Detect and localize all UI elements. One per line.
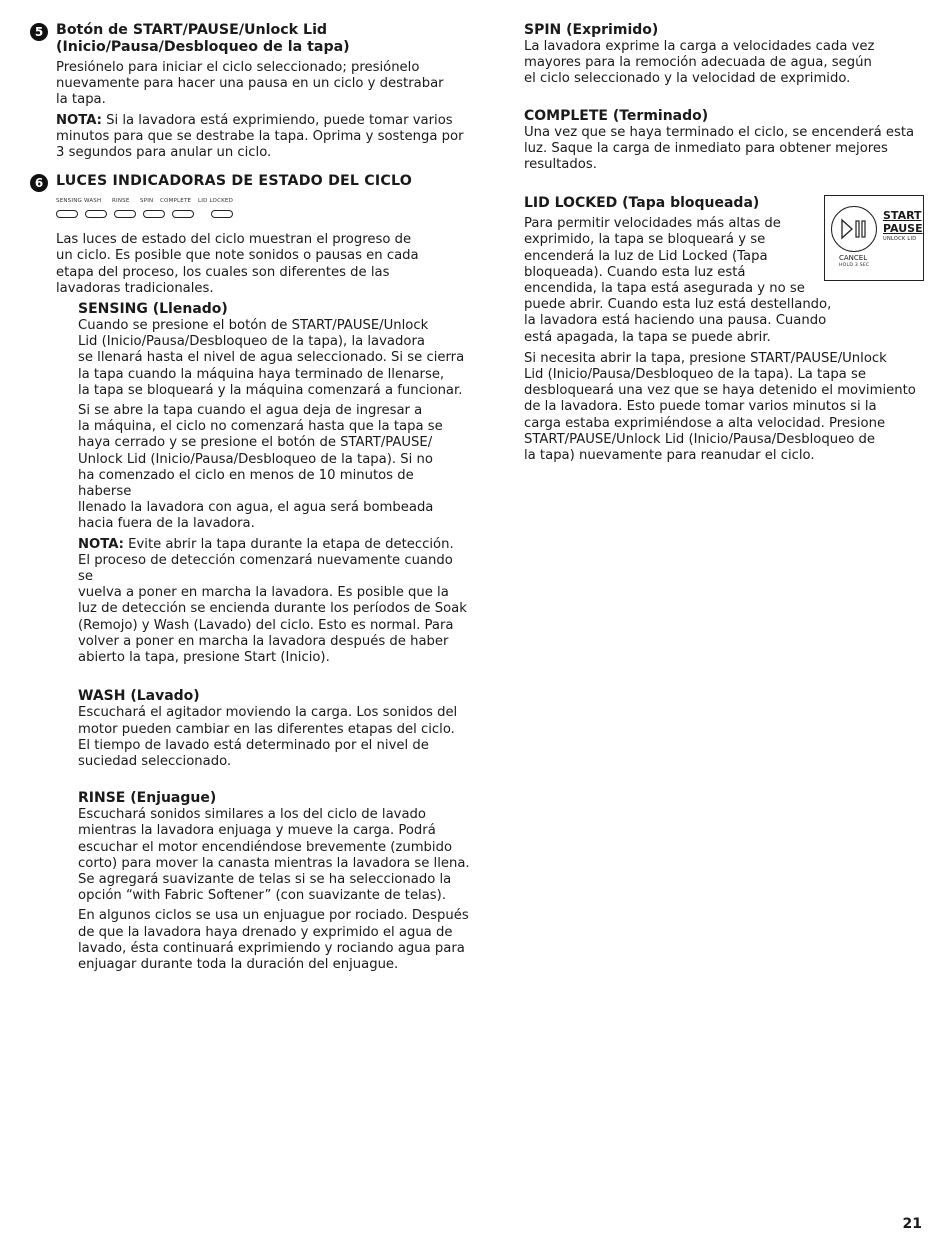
complete-para: Una vez que se haya terminado el ciclo, se encenderá esta luz. Saque la carga de inmediato para obtener mejores resultados.: [524, 124, 915, 173]
spin-title: SPIN (Exprimido): [524, 22, 659, 38]
right-column: [524, 22, 924, 464]
panel-cancel-label: CANCEL: [839, 254, 868, 263]
lid-locked-section: [524, 195, 924, 464]
section-5-nota: NOTA: Si la lavadora está exprimiendo, puede tomar varios minutos para que se destrabe la tapa. Oprima y sostenga por 3 segundos para anular un ciclo.: [56, 112, 464, 161]
cycle-status-lights: [56, 198, 470, 218]
sensing-title: SENSING (Llenado): [78, 301, 228, 318]
lid-locked-para-2: Si necesita abrir la tapa, presione START/PAUSE/Unlock Lid (Inicio/Pausa/Desbloqueo de la tapa). La tapa se desbloqueará una vez que se haya detenido el movimiento de la lavadora. Esto puede tomar varios minutos si la carga estaba exprimiéndose a alta velocidad. Presione START/PAUSE/Unlock Lid (Inicio/Pausa/Desbloqueo de la tapa) nuevamente para reanudar el ciclo.: [524, 350, 916, 464]
sensing-para-1: Cuando se presione el botón de START/PAUSE/Unlock Lid (Inicio/Pausa/Desbloqueo de la tapa), la lavadora se llenará hasta el nivel de agua seleccionado. Si se cierra la tapa cuando la máquina haya terminado de llenarse, la tapa se bloqueará y la máquina comenzará a funcionar.: [78, 318, 465, 398]
status-label-rinse: RINSE: [112, 198, 130, 205]
section-5-header: [30, 22, 470, 56]
section-5-body: [56, 60, 470, 161]
wash-title: WASH (Lavado): [78, 688, 200, 705]
lid-locked-title: LID LOCKED (Tapa bloqueada): [524, 195, 760, 212]
status-label-wash: WASH: [84, 198, 102, 205]
status-label-spin: SPIN: [140, 198, 154, 205]
wash-para: Escuchará el agitador moviendo la carga. Los sonidos del motor pueden cambiar en las diferentes etapas del ciclo. El tiempo de lavado está determinado por el nivel de suciedad seleccionado.: [78, 705, 458, 769]
lid-locked-para-1: Para permitir velocidades más altas de exprimido, la tapa se bloqueará y se encenderá la luz de Lid Locked (Tapa bloqueada). Cuando esta luz está encendida, la tapa está asegurada y no se puede abrir. Cuando esta luz está destellando, la lavadora está haciendo una pausa. Cuando está apagada, la tapa se puede abrir.: [524, 216, 832, 345]
section-6-title: LUCES INDICADORAS DE ESTADO DEL CICLO: [56, 173, 413, 190]
status-light-sensing: [56, 210, 78, 218]
panel-unlock-label: UNLOCK LID: [883, 236, 917, 243]
section-5-title-line1: Botón de START/PAUSE/Unlock Lid: [56, 22, 328, 38]
spin-section: [524, 22, 924, 88]
status-light-wash: [85, 210, 107, 218]
start-pause-panel-illustration: [824, 195, 924, 281]
start-pause-button-icon: [831, 206, 877, 252]
wash-section: [78, 688, 470, 770]
page-number: 21: [902, 1216, 922, 1232]
status-light-complete: [172, 210, 194, 218]
sensing-section: [78, 301, 470, 666]
status-light-spin: [143, 210, 165, 218]
status-light-lid-locked: [211, 210, 233, 218]
status-light-rinse: [114, 210, 136, 218]
section-6-header: [30, 173, 470, 192]
rinse-section: [78, 790, 470, 973]
status-label-complete: COMPLETE: [160, 198, 192, 205]
panel-hold-label: HOLD 3 SEC: [839, 263, 870, 269]
spin-para: La lavadora exprime la carga a velocidades cada vez mayores para la remoción adecuada de agua, según el ciclo seleccionado y la velocidad de exprimido.: [524, 39, 875, 87]
section-5-title-line2: (Inicio/Pausa/Desbloqueo de la tapa): [56, 39, 350, 55]
left-column: [30, 22, 470, 973]
status-light-indicators: [56, 210, 470, 218]
status-label-lid-locked: LID LOCKED: [198, 198, 234, 205]
status-light-labels: [56, 198, 470, 207]
sensing-para-2: Si se abre la tapa cuando el agua deja de ingresar a la máquina, el ciclo no comenzará hasta que la tapa se haya cerrado y se presione el botón de START/PAUSE/ Unlock Lid (Inicio/Pausa/Desbloqueo de la tapa). Si no ha comenzado el ciclo en menos de 10 minutos de haberse llenado la lavadora con agua, el agua será bombeada hacia fuera de la lavadora.: [78, 403, 443, 532]
panel-start-label: START: [883, 209, 922, 223]
status-label-sensing: SENSING: [56, 198, 82, 205]
panel-pause-label: PAUSE: [883, 222, 923, 236]
section-5-para: Presiónelo para iniciar el ciclo seleccionado; presiónelo nuevamente para hacer una pausa en un ciclo y destrabar la tapa.: [56, 60, 444, 108]
rinse-title: RINSE (Enjuague): [78, 790, 217, 807]
complete-section: [524, 108, 924, 174]
rinse-para-1: Escuchará sonidos similares a los del ciclo de lavado mientras la lavadora enjuaga y mueve la carga. Podrá escuchar el motor encendiéndose brevemente (zumbido corto) para mover la canasta mientras la lavadora se llena. Se agregará suavizante de telas si se ha seleccionado la opción “with Fabric Softener” (con suavizante de telas).: [78, 807, 470, 904]
sensing-nota: NOTA: Evite abrir la tapa durante la etapa de detección. El proceso de detección comenzará nuevamente cuando se vuelva a poner en marcha la lavadora. Es posible que la luz de detección se encienda durante los períodos de Soak (Remojo) y Wash (Lavado) del ciclo. Esto es normal. Para volver a poner en marcha la lavadora después de haber abierto la tapa, presione Start (Inicio).: [78, 536, 467, 666]
section-5-badge: 5: [30, 23, 48, 41]
rinse-para-2: En algunos ciclos se usa un enjuague por rociado. Después de que la lavadora haya drenado y exprimido el agua de lavado, ésta continuará exprimiendo y rociando agua para enjuagar durante toda la duración del enjuague.: [78, 908, 469, 972]
section-6-badge: 6: [30, 174, 48, 192]
complete-title: COMPLETE (Terminado): [524, 107, 709, 124]
section-6-intro: Las luces de estado del ciclo muestran el progreso de un ciclo. Es posible que note sonidos o pausas en cada etapa del proceso, los cuales son diferentes de las lavadoras tradicionales.: [56, 232, 419, 296]
